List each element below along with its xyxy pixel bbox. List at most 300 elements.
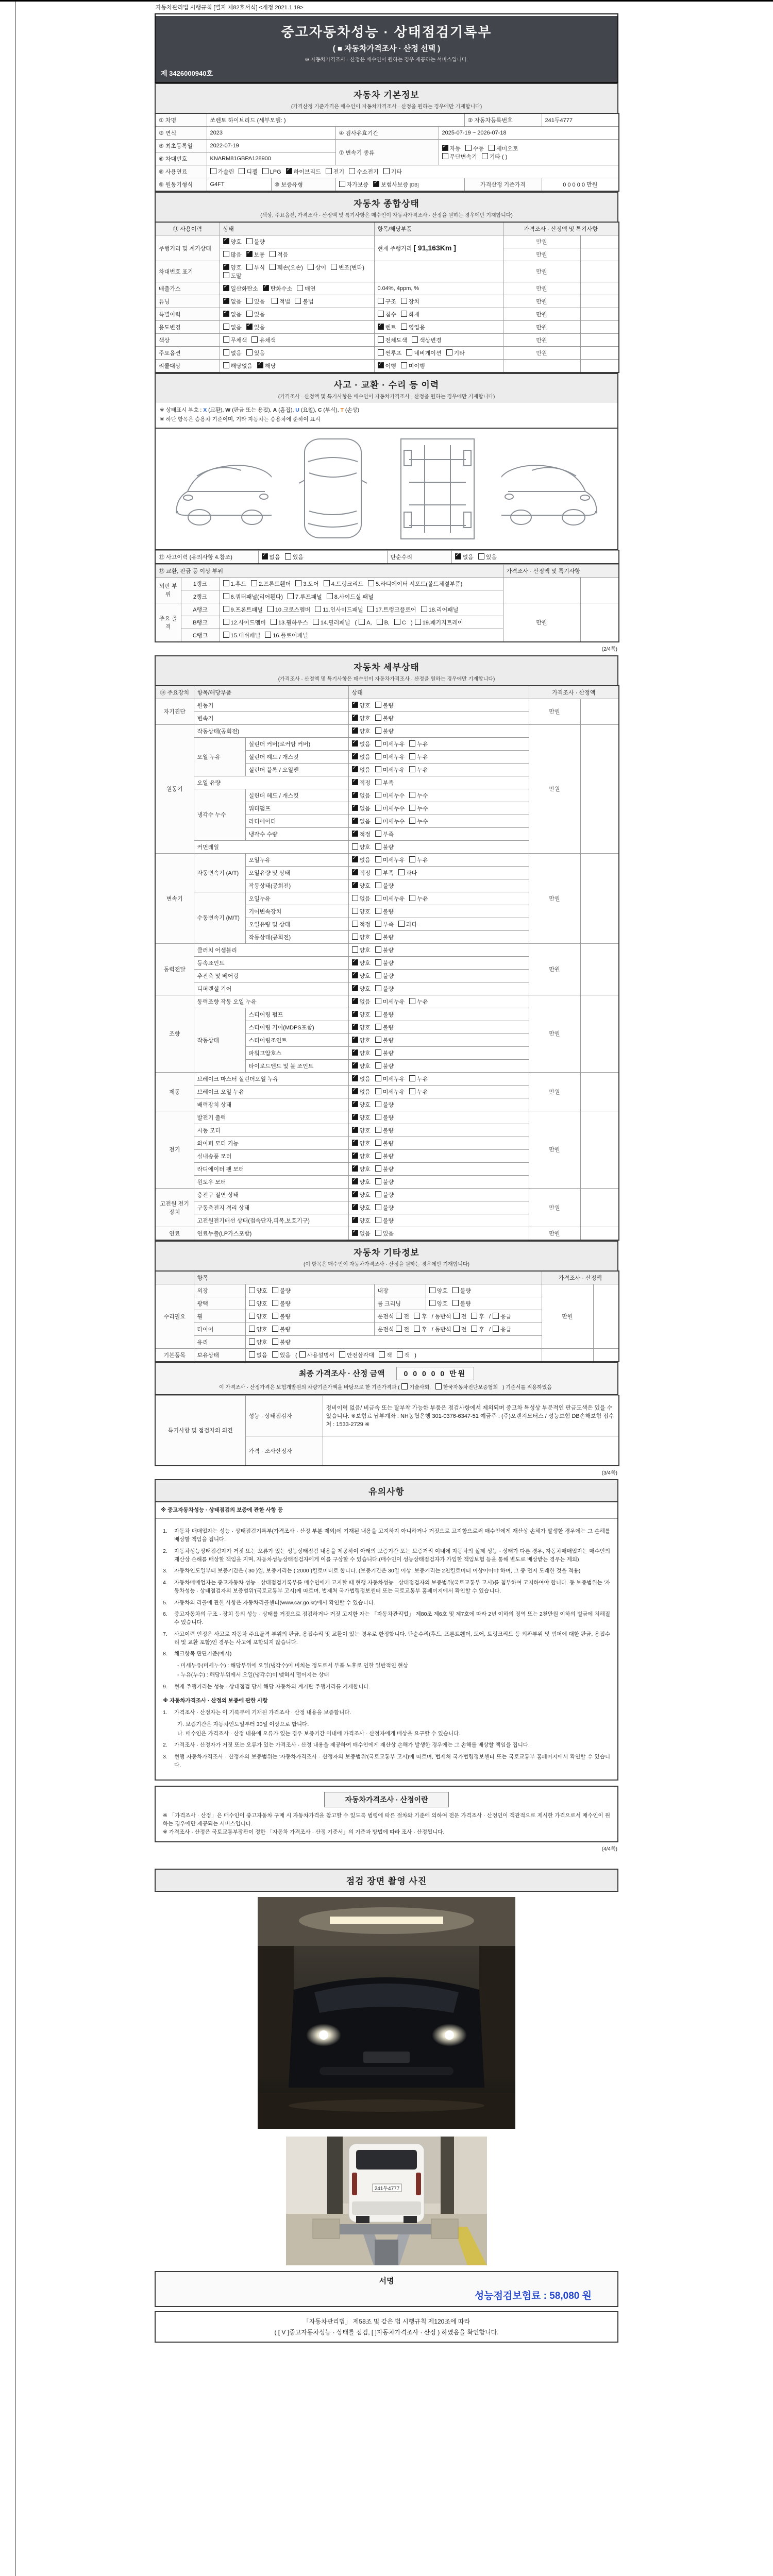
- checkbox-option[interactable]: 사용설명서: [299, 1351, 334, 1359]
- checkbox-option[interactable]: 후: [471, 1325, 484, 1333]
- checkbox-icon[interactable]: [223, 593, 229, 599]
- checkbox-icon[interactable]: [394, 619, 400, 625]
- checkbox-option[interactable]: 1.후드: [223, 580, 246, 588]
- checkbox-option[interactable]: 가솔린: [210, 167, 234, 176]
- checkbox-option[interactable]: 미세누유: [375, 1075, 405, 1083]
- checkbox-option[interactable]: 불량: [375, 1036, 394, 1044]
- checkbox-icon[interactable]: [375, 1153, 381, 1159]
- checkbox-option[interactable]: 해당없음: [223, 362, 253, 370]
- checkbox-icon[interactable]: [359, 619, 365, 625]
- checkbox-icon[interactable]: [375, 1062, 381, 1069]
- checkbox-option[interactable]: ✓자동: [442, 144, 461, 152]
- checkbox-option[interactable]: 미세누유: [375, 1088, 405, 1096]
- checkbox-option[interactable]: 불량: [375, 946, 394, 954]
- checkbox-icon[interactable]: [409, 792, 415, 798]
- checkbox-checked-icon[interactable]: [455, 553, 461, 560]
- checkbox-checked-icon[interactable]: [352, 766, 358, 772]
- checkbox-icon[interactable]: [368, 580, 374, 586]
- checkbox-option[interactable]: 양호: [249, 1299, 267, 1308]
- checkbox-option[interactable]: 전: [453, 1312, 467, 1320]
- checkbox-option[interactable]: 미이행: [401, 362, 425, 370]
- checkbox-option[interactable]: 양호: [249, 1325, 267, 1333]
- checkbox-icon[interactable]: [465, 145, 472, 151]
- checkbox-icon[interactable]: [308, 264, 314, 270]
- checkbox-option[interactable]: ✓ 양호: [352, 1049, 371, 1057]
- checkbox-option[interactable]: ✓ 없음: [352, 791, 371, 800]
- checkbox-checked-icon[interactable]: [352, 1165, 358, 1172]
- checkbox-icon[interactable]: [223, 336, 229, 343]
- checkbox-icon[interactable]: [223, 362, 229, 368]
- checkbox-option[interactable]: 불법: [295, 297, 313, 306]
- checkbox-icon[interactable]: [270, 264, 276, 270]
- checkbox-icon[interactable]: [453, 1326, 460, 1332]
- checkbox-option[interactable]: 썬루프: [378, 349, 402, 357]
- checkbox-option[interactable]: 불량: [375, 1204, 394, 1212]
- checkbox-option[interactable]: 8.사이드실 패널: [327, 592, 374, 601]
- checkbox-option[interactable]: 5.라디에이터 서포트(볼트체결부품): [368, 580, 462, 588]
- checkbox-option[interactable]: ✓ 양호: [352, 1152, 371, 1160]
- checkbox-option[interactable]: 없음: [223, 349, 242, 357]
- checkbox-icon[interactable]: [429, 1287, 435, 1293]
- checkbox-checked-icon[interactable]: [352, 856, 358, 862]
- checkbox-icon[interactable]: [223, 619, 229, 625]
- checkbox-option[interactable]: 미세누수: [375, 817, 405, 825]
- checkbox-icon[interactable]: [414, 1326, 420, 1332]
- checkbox-option[interactable]: ✓ 양호: [352, 714, 371, 722]
- checkbox-option[interactable]: 14.필러패널: [313, 618, 350, 626]
- checkbox-icon[interactable]: [375, 1075, 381, 1081]
- checkbox-option[interactable]: 기타 ( ): [482, 152, 508, 161]
- checkbox-option[interactable]: 19.패키지트레이: [415, 618, 463, 626]
- checkbox-option[interactable]: ✓ 양호: [352, 1010, 371, 1019]
- checkbox-option[interactable]: ✓ 양호: [352, 1139, 371, 1147]
- checkbox-icon[interactable]: [446, 349, 452, 355]
- checkbox-option[interactable]: 양호: [249, 1338, 267, 1346]
- checkbox-option[interactable]: ✓ 하이브리드: [286, 167, 321, 176]
- checkbox-option[interactable]: 후: [414, 1312, 427, 1320]
- checkbox-icon[interactable]: [272, 1287, 278, 1293]
- checkbox-checked-icon[interactable]: [352, 959, 358, 965]
- checkbox-option[interactable]: 침수: [378, 310, 396, 318]
- checkbox-option[interactable]: 전: [453, 1325, 467, 1333]
- checkbox-option[interactable]: 디젤: [239, 167, 257, 176]
- checkbox-option[interactable]: 양호: [352, 907, 371, 916]
- checkbox-option[interactable]: 미세누유: [375, 766, 405, 774]
- checkbox-option[interactable]: 미세누유: [375, 856, 405, 864]
- checkbox-icon[interactable]: [409, 856, 415, 862]
- checkbox-icon[interactable]: [223, 606, 229, 612]
- checkbox-option[interactable]: 한국자동차진단보증협회: [435, 1383, 498, 1391]
- checkbox-icon[interactable]: [249, 1338, 255, 1345]
- checkbox-option[interactable]: 후: [414, 1325, 427, 1333]
- checkbox-option[interactable]: ✓ 없음: [455, 553, 474, 561]
- checkbox-option[interactable]: 누유: [409, 997, 428, 1006]
- checkbox-option[interactable]: 기타: [446, 349, 465, 357]
- checkbox-option[interactable]: ✓ 양호: [352, 1178, 371, 1186]
- checkbox-option[interactable]: 전기: [326, 167, 344, 176]
- checkbox-icon[interactable]: [452, 1300, 459, 1306]
- checkbox-icon[interactable]: [379, 1351, 385, 1358]
- checkbox-option[interactable]: ✓ 양호: [352, 1100, 371, 1109]
- checkbox-option[interactable]: ✓ 일산화탄소: [223, 284, 258, 293]
- checkbox-icon[interactable]: [375, 985, 381, 991]
- checkbox-icon[interactable]: [409, 805, 415, 811]
- checkbox-icon[interactable]: [272, 298, 278, 304]
- checkbox-icon[interactable]: [429, 1300, 435, 1306]
- checkbox-icon[interactable]: [223, 251, 229, 257]
- checkbox-checked-icon[interactable]: [352, 882, 358, 888]
- checkbox-icon[interactable]: [398, 921, 405, 927]
- checkbox-icon[interactable]: [375, 818, 381, 824]
- checkbox-option[interactable]: 불량: [375, 1216, 394, 1225]
- checkbox-checked-icon[interactable]: [352, 1127, 358, 1133]
- checkbox-option[interactable]: 없음: [223, 323, 242, 331]
- checkbox-checked-icon[interactable]: [352, 1075, 358, 1081]
- checkbox-option[interactable]: 2.프론트휀더: [251, 580, 291, 588]
- checkbox-option[interactable]: 누유: [409, 766, 428, 774]
- checkbox-icon[interactable]: [352, 934, 358, 940]
- checkbox-option[interactable]: ✓ 없음: [262, 553, 280, 561]
- checkbox-option[interactable]: 기술사회,: [401, 1383, 430, 1391]
- checkbox-option[interactable]: ✓ 양호: [352, 959, 371, 967]
- checkbox-icon[interactable]: [375, 972, 381, 978]
- checkbox-icon[interactable]: [401, 1383, 408, 1389]
- checkbox-option[interactable]: 불량: [375, 933, 394, 941]
- checkbox-option[interactable]: 불량: [452, 1286, 471, 1295]
- checkbox-checked-icon[interactable]: [352, 792, 358, 798]
- checkbox-icon[interactable]: [375, 895, 381, 901]
- checkbox-checked-icon[interactable]: [223, 285, 229, 291]
- checkbox-icon[interactable]: [378, 311, 384, 317]
- checkbox-option[interactable]: ✓ 없음: [352, 817, 371, 825]
- checkbox-icon[interactable]: [442, 153, 448, 159]
- checkbox-checked-icon[interactable]: [352, 753, 358, 759]
- checkbox-icon[interactable]: [409, 1075, 415, 1081]
- checkbox-icon[interactable]: [375, 779, 381, 785]
- checkbox-icon[interactable]: [375, 1127, 381, 1133]
- checkbox-option[interactable]: ✓ 양호: [352, 985, 371, 993]
- checkbox-option[interactable]: ✓ 양호: [352, 1216, 371, 1225]
- checkbox-checked-icon[interactable]: [223, 311, 229, 317]
- checkbox-icon[interactable]: [285, 553, 291, 560]
- checkbox-checked-icon[interactable]: [257, 362, 263, 368]
- checkbox-checked-icon[interactable]: [352, 1153, 358, 1159]
- checkbox-option[interactable]: 11.인사이드패널: [315, 605, 363, 614]
- checkbox-checked-icon[interactable]: [352, 702, 358, 708]
- checkbox-checked-icon[interactable]: [378, 324, 384, 330]
- checkbox-option[interactable]: 있음: [478, 553, 497, 561]
- checkbox-option[interactable]: 자가보증: [339, 180, 369, 189]
- checkbox-icon[interactable]: [326, 168, 332, 174]
- checkbox-icon[interactable]: [401, 311, 407, 317]
- checkbox-option[interactable]: ✓ 있음: [246, 323, 265, 331]
- checkbox-option[interactable]: ✓ 보험사보증 [DB]: [373, 180, 419, 189]
- checkbox-icon[interactable]: [315, 606, 321, 612]
- checkbox-option[interactable]: ✓ 양호: [352, 1191, 371, 1199]
- checkbox-option[interactable]: 9.프론트패널: [223, 605, 263, 614]
- checkbox-icon[interactable]: [471, 1326, 477, 1332]
- checkbox-option[interactable]: ✓ 적정: [352, 778, 371, 787]
- checkbox-icon[interactable]: [375, 1217, 381, 1223]
- checkbox-icon[interactable]: [415, 619, 421, 625]
- checkbox-option[interactable]: 영업용: [401, 323, 425, 331]
- checkbox-option[interactable]: 양호: [429, 1299, 448, 1308]
- checkbox-option[interactable]: 불량: [375, 959, 394, 967]
- checkbox-option[interactable]: 누유: [409, 740, 428, 748]
- checkbox-icon[interactable]: [375, 921, 381, 927]
- checkbox-option[interactable]: 매연: [297, 284, 315, 293]
- checkbox-icon[interactable]: [409, 818, 415, 824]
- checkbox-icon[interactable]: [349, 168, 355, 174]
- checkbox-icon[interactable]: [313, 619, 319, 625]
- checkbox-icon[interactable]: [251, 580, 257, 586]
- checkbox-option[interactable]: 누유: [409, 1088, 428, 1096]
- checkbox-option[interactable]: 양호: [249, 1286, 267, 1295]
- checkbox-icon[interactable]: [375, 1088, 381, 1094]
- checkbox-option[interactable]: 불량: [272, 1325, 291, 1333]
- checkbox-option[interactable]: 과다: [398, 869, 417, 877]
- checkbox-option[interactable]: 불량: [272, 1312, 291, 1320]
- checkbox-icon[interactable]: [493, 1313, 499, 1319]
- checkbox-icon[interactable]: [223, 349, 229, 355]
- checkbox-option[interactable]: 무채색: [223, 336, 247, 344]
- checkbox-checked-icon[interactable]: [352, 1230, 358, 1236]
- checkbox-option[interactable]: 미세누유: [375, 894, 405, 903]
- checkbox-option[interactable]: ✓ 해당: [257, 362, 276, 370]
- checkbox-icon[interactable]: [375, 1165, 381, 1172]
- checkbox-icon[interactable]: [295, 580, 301, 586]
- checkbox-icon[interactable]: [401, 298, 407, 304]
- checkbox-option[interactable]: 불량: [375, 714, 394, 722]
- checkbox-option[interactable]: 적법: [272, 297, 290, 306]
- checkbox-option[interactable]: ✓양호: [223, 238, 242, 246]
- checkbox-icon[interactable]: [401, 362, 407, 368]
- checkbox-icon[interactable]: [375, 1049, 381, 1056]
- checkbox-option[interactable]: ✓ 없음: [352, 1075, 371, 1083]
- checkbox-checked-icon[interactable]: [223, 298, 229, 304]
- checkbox-icon[interactable]: [223, 632, 229, 638]
- checkbox-checked-icon[interactable]: [352, 715, 358, 721]
- checkbox-checked-icon[interactable]: [352, 740, 358, 747]
- checkbox-icon[interactable]: [401, 324, 407, 330]
- checkbox-icon[interactable]: [272, 1313, 278, 1319]
- checkbox-checked-icon[interactable]: [352, 831, 358, 837]
- checkbox-option[interactable]: 적정: [352, 920, 371, 928]
- checkbox-icon[interactable]: [375, 959, 381, 965]
- checkbox-checked-icon[interactable]: [442, 145, 448, 151]
- checkbox-icon[interactable]: [375, 1011, 381, 1017]
- checkbox-checked-icon[interactable]: [263, 285, 269, 291]
- checkbox-icon[interactable]: [249, 1313, 255, 1319]
- checkbox-option[interactable]: 양호: [352, 946, 371, 954]
- checkbox-option[interactable]: 부족: [375, 778, 394, 787]
- checkbox-option[interactable]: ✓ 없음: [352, 804, 371, 812]
- checkbox-option[interactable]: 있음: [375, 1229, 394, 1238]
- checkbox-icon[interactable]: [378, 349, 384, 355]
- checkbox-option[interactable]: 양호: [429, 1286, 448, 1295]
- checkbox-option[interactable]: 17.트렁크플로어: [367, 605, 416, 614]
- checkbox-icon[interactable]: [409, 766, 415, 772]
- checkbox-icon[interactable]: [265, 632, 271, 638]
- checkbox-option[interactable]: 불량: [375, 1165, 394, 1173]
- checkbox-option[interactable]: 4.트렁크리드: [324, 580, 363, 588]
- checkbox-option[interactable]: LPG: [262, 168, 281, 175]
- checkbox-option[interactable]: ✓ 양호: [352, 1204, 371, 1212]
- checkbox-icon[interactable]: [493, 1326, 499, 1332]
- checkbox-option[interactable]: 훼손(오손): [270, 263, 303, 272]
- checkbox-option[interactable]: 기타: [383, 167, 402, 176]
- checkbox-icon[interactable]: [262, 168, 268, 174]
- checkbox-option[interactable]: 불량: [272, 1286, 291, 1295]
- checkbox-option[interactable]: 15.대쉬패널: [223, 631, 261, 639]
- checkbox-checked-icon[interactable]: [352, 1011, 358, 1017]
- checkbox-option[interactable]: 도말: [223, 272, 242, 280]
- checkbox-checked-icon[interactable]: [352, 998, 358, 1004]
- checkbox-option[interactable]: 불량: [375, 1126, 394, 1134]
- checkbox-checked-icon[interactable]: [352, 972, 358, 978]
- checkbox-icon[interactable]: [375, 831, 381, 837]
- checkbox-option[interactable]: 불량: [375, 1010, 394, 1019]
- checkbox-icon[interactable]: [375, 998, 381, 1004]
- checkbox-option[interactable]: 불량: [375, 1191, 394, 1199]
- checkbox-icon[interactable]: [375, 1114, 381, 1120]
- checkbox-option[interactable]: ✓ 양호: [352, 972, 371, 980]
- checkbox-option[interactable]: 불량: [375, 727, 394, 735]
- checkbox-icon[interactable]: [409, 998, 415, 1004]
- checkbox-icon[interactable]: [239, 168, 245, 174]
- checkbox-option[interactable]: 양호: [352, 933, 371, 941]
- checkbox-checked-icon[interactable]: [262, 553, 268, 560]
- checkbox-icon[interactable]: [414, 1313, 420, 1319]
- checkbox-option[interactable]: 누유: [409, 894, 428, 903]
- checkbox-option[interactable]: 누유: [409, 753, 428, 761]
- checkbox-option[interactable]: 불량: [375, 1049, 394, 1057]
- checkbox-checked-icon[interactable]: [352, 1191, 358, 1197]
- checkbox-option[interactable]: ✓ 없음: [352, 740, 371, 748]
- checkbox-icon[interactable]: [375, 1178, 381, 1184]
- checkbox-icon[interactable]: [270, 251, 276, 257]
- checkbox-option[interactable]: ✓ 양호: [352, 1165, 371, 1173]
- checkbox-icon[interactable]: [375, 1037, 381, 1043]
- checkbox-option[interactable]: ✓ 없음: [352, 1088, 371, 1096]
- checkbox-icon[interactable]: [409, 740, 415, 747]
- checkbox-icon[interactable]: [249, 1351, 255, 1358]
- checkbox-option[interactable]: 전: [396, 1312, 409, 1320]
- checkbox-option[interactable]: 잭: [379, 1351, 392, 1359]
- checkbox-option[interactable]: 부식: [246, 263, 265, 272]
- checkbox-checked-icon[interactable]: [352, 1037, 358, 1043]
- checkbox-option[interactable]: 없음: [249, 1351, 267, 1359]
- checkbox-icon[interactable]: [288, 593, 294, 599]
- checkbox-option[interactable]: 미세누수: [375, 791, 405, 800]
- checkbox-option[interactable]: 7.루프패널: [288, 592, 322, 601]
- checkbox-option[interactable]: B,: [377, 619, 390, 626]
- checkbox-option[interactable]: A,: [359, 619, 372, 626]
- checkbox-option[interactable]: 누수: [409, 804, 428, 812]
- checkbox-option[interactable]: 불량: [375, 843, 394, 851]
- checkbox-icon[interactable]: [246, 264, 253, 270]
- checkbox-option[interactable]: 불량: [272, 1338, 291, 1346]
- checkbox-icon[interactable]: [223, 580, 229, 586]
- checkbox-option[interactable]: 적음: [270, 250, 288, 259]
- checkbox-option[interactable]: ✓ 양호: [352, 727, 371, 735]
- checkbox-icon[interactable]: [375, 1140, 381, 1146]
- checkbox-icon[interactable]: [246, 349, 253, 355]
- checkbox-icon[interactable]: [375, 753, 381, 759]
- checkbox-option[interactable]: 불량: [375, 1062, 394, 1070]
- checkbox-icon[interactable]: [375, 766, 381, 772]
- checkbox-icon[interactable]: [375, 946, 381, 953]
- checkbox-checked-icon[interactable]: [223, 264, 229, 270]
- checkbox-icon[interactable]: [352, 843, 358, 850]
- checkbox-icon[interactable]: [375, 882, 381, 888]
- checkbox-icon[interactable]: [331, 264, 337, 270]
- checkbox-option[interactable]: 불량: [375, 1023, 394, 1031]
- checkbox-option[interactable]: 불량: [375, 1113, 394, 1122]
- checkbox-icon[interactable]: [471, 1313, 477, 1319]
- checkbox-option[interactable]: 불량: [375, 985, 394, 993]
- checkbox-checked-icon[interactable]: [352, 1140, 358, 1146]
- checkbox-icon[interactable]: [409, 1088, 415, 1094]
- checkbox-option[interactable]: ✓ 없음: [352, 856, 371, 864]
- checkbox-option[interactable]: ✓ 양호: [352, 1113, 371, 1122]
- checkbox-option[interactable]: 불량: [375, 1100, 394, 1109]
- checkbox-option[interactable]: 미세누유: [375, 753, 405, 761]
- checkbox-option[interactable]: 있음: [246, 349, 265, 357]
- checkbox-option[interactable]: 부족: [375, 830, 394, 838]
- checkbox-icon[interactable]: [267, 606, 274, 612]
- checkbox-icon[interactable]: [375, 934, 381, 940]
- checkbox-option[interactable]: 양호: [249, 1312, 267, 1320]
- checkbox-checked-icon[interactable]: [352, 1062, 358, 1069]
- checkbox-option[interactable]: 색상변경: [412, 336, 442, 344]
- checkbox-icon[interactable]: [299, 1351, 306, 1358]
- checkbox-icon[interactable]: [375, 843, 381, 850]
- checkbox-checked-icon[interactable]: [352, 1204, 358, 1210]
- checkbox-option[interactable]: ✓ 양호: [352, 1126, 371, 1134]
- checkbox-option[interactable]: 상이: [308, 263, 326, 272]
- checkbox-icon[interactable]: [421, 606, 427, 612]
- checkbox-option[interactable]: ✓ 없음: [223, 310, 242, 318]
- checkbox-option[interactable]: ✓ 양호: [352, 1036, 371, 1044]
- checkbox-icon[interactable]: [367, 606, 374, 612]
- checkbox-option[interactable]: ✓ 탄화수소: [263, 284, 293, 293]
- checkbox-checked-icon[interactable]: [352, 1024, 358, 1030]
- checkbox-icon[interactable]: [375, 908, 381, 914]
- checkbox-icon[interactable]: [249, 1300, 255, 1306]
- checkbox-icon[interactable]: [383, 168, 390, 174]
- checkbox-option[interactable]: C: [394, 619, 406, 626]
- checkbox-option[interactable]: ✓ 양호: [352, 882, 371, 890]
- checkbox-icon[interactable]: [249, 1287, 255, 1293]
- checkbox-option[interactable]: 불량: [246, 238, 265, 246]
- checkbox-icon[interactable]: [375, 1204, 381, 1210]
- checkbox-icon[interactable]: [406, 349, 412, 355]
- checkbox-option[interactable]: 6.쿼터패널(리어휀다): [223, 592, 283, 601]
- checkbox-option[interactable]: 전: [396, 1325, 409, 1333]
- checkbox-icon[interactable]: [375, 856, 381, 862]
- checkbox-option[interactable]: ✓ 양호: [352, 701, 371, 709]
- checkbox-option[interactable]: ✓ 양호: [352, 1062, 371, 1070]
- checkbox-icon[interactable]: [435, 1383, 442, 1389]
- checkbox-checked-icon[interactable]: [378, 362, 384, 368]
- checkbox-icon[interactable]: [223, 272, 229, 278]
- checkbox-icon[interactable]: [375, 1191, 381, 1197]
- checkbox-icon[interactable]: [295, 298, 301, 304]
- checkbox-icon[interactable]: [409, 895, 415, 901]
- checkbox-icon[interactable]: [375, 805, 381, 811]
- checkbox-option[interactable]: 18.리어패널: [421, 605, 459, 614]
